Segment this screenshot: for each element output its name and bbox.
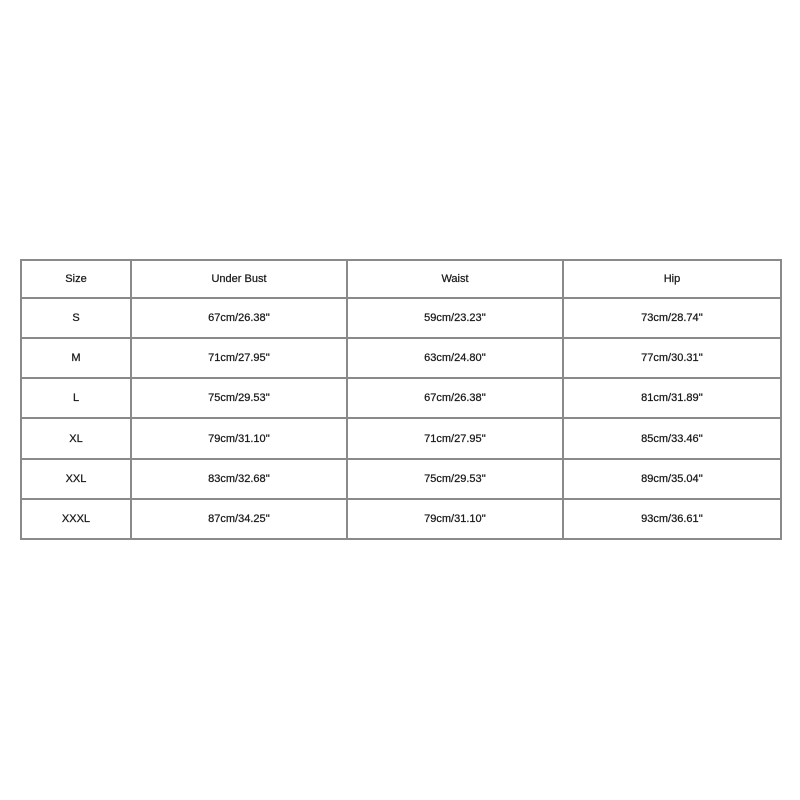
table-row <box>21 459 781 499</box>
table-row <box>21 499 781 539</box>
cell-under-bust: 87cm/34.25'' <box>131 499 347 539</box>
cell-under-bust: 67cm/26.38'' <box>131 298 347 338</box>
cell-waist: 63cm/24.80'' <box>347 338 563 378</box>
header-hip: Hip <box>563 260 781 298</box>
size-chart-table <box>20 259 782 540</box>
cell-waist: 79cm/31.10'' <box>347 499 563 539</box>
cell-size: S <box>21 298 131 338</box>
cell-hip: 89cm/35.04'' <box>563 459 781 499</box>
cell-size: M <box>21 338 131 378</box>
cell-waist: 59cm/23.23'' <box>347 298 563 338</box>
cell-under-bust: 83cm/32.68'' <box>131 459 347 499</box>
cell-size: XXL <box>21 459 131 499</box>
table-row <box>21 338 781 378</box>
cell-waist: 67cm/26.38'' <box>347 378 563 418</box>
header-under-bust: Under Bust <box>131 260 347 298</box>
cell-under-bust: 75cm/29.53'' <box>131 378 347 418</box>
table-row <box>21 298 781 338</box>
cell-size: XL <box>21 418 131 458</box>
cell-under-bust: 79cm/31.10'' <box>131 418 347 458</box>
cell-hip: 73cm/28.74'' <box>563 298 781 338</box>
cell-size: L <box>21 378 131 418</box>
cell-hip: 81cm/31.89'' <box>563 378 781 418</box>
cell-waist: 75cm/29.53'' <box>347 459 563 499</box>
cell-size: XXXL <box>21 499 131 539</box>
cell-under-bust: 71cm/27.95'' <box>131 338 347 378</box>
cell-waist: 71cm/27.95'' <box>347 418 563 458</box>
table-row <box>21 378 781 418</box>
cell-hip: 77cm/30.31'' <box>563 338 781 378</box>
table-row <box>21 418 781 458</box>
cell-hip: 85cm/33.46'' <box>563 418 781 458</box>
table-header-row <box>21 260 781 298</box>
header-size: Size <box>21 260 131 298</box>
header-waist: Waist <box>347 260 563 298</box>
cell-hip: 93cm/36.61'' <box>563 499 781 539</box>
